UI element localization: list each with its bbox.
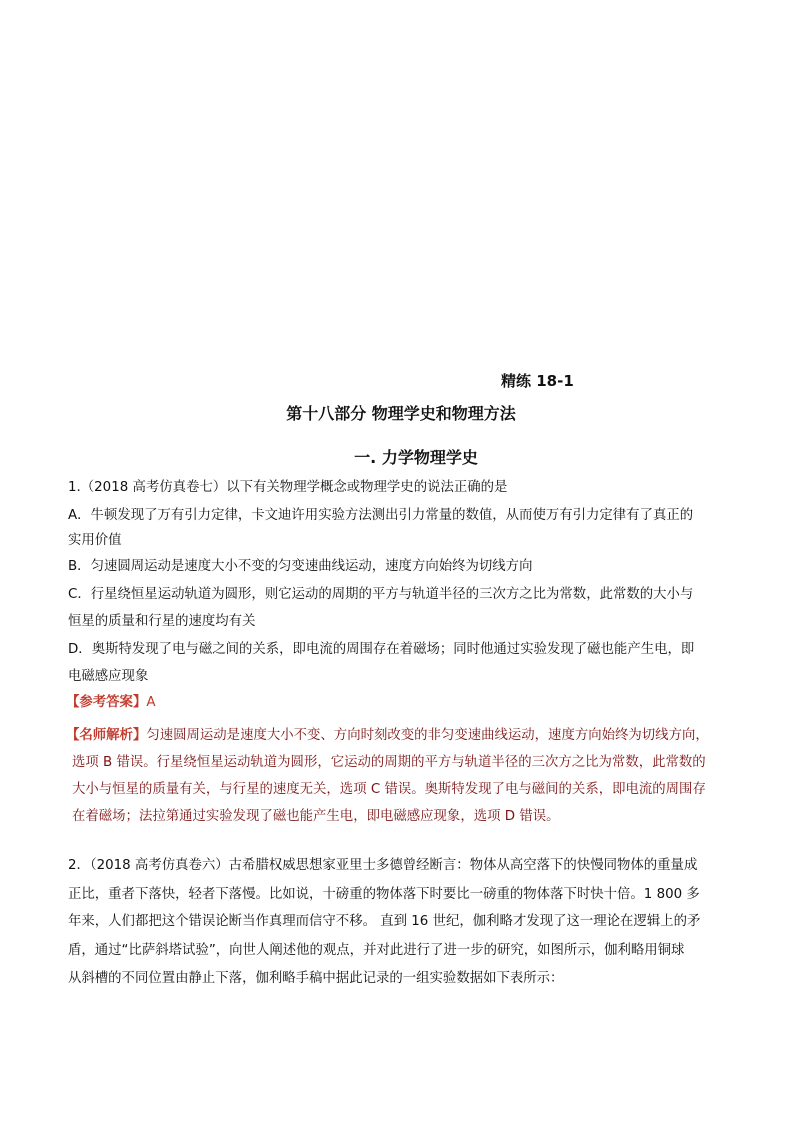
section-title: 一. 力学物理学史 [354, 448, 478, 467]
reference-answer [66, 694, 156, 712]
analysis-tag: 【名师解析】 [66, 728, 147, 743]
question-2-line-3: 年来，人们都把这个错误论断当作真理而信守不移。 直到 16 世纪，伽利略才发现了这一理论在逻辑上的矛 [68, 914, 701, 929]
analysis-line-1 [66, 727, 709, 745]
question-2-line-2: 正比，重者下落快，轻者下落慢。比如说，十磅重的物体落下时要比一磅重的物体落下时快十倍。1 800 多 [68, 887, 700, 902]
option-a-line-2: 实用价值 [68, 533, 122, 548]
question-1-stem: 1.（2018 高考仿真卷七）以下有关物理学概念或物理学史的说法正确的是 [68, 480, 508, 495]
option-b: B．匀速圆周运动是速度大小不变的匀变速曲线运动，速度方向始终为切线方向 [68, 559, 533, 574]
analysis-line-4: 在着磁场；法拉第通过实验发现了磁也能产生电，即电磁感应现象，选项 D 错误。 [72, 809, 560, 824]
exercise-label: 精练 18-1 [501, 372, 574, 390]
reference-answer-value: A [146, 695, 156, 710]
analysis-line-3: 大小与恒星的质量有关，与行星的速度无关，选项 C 错误。奥斯特发现了电与磁间的关系，即电流的周围存 [72, 782, 706, 797]
option-c-line-1: C．行星绕恒星运动轨道为圆形，则它运动的周期的平方与轨道半径的三次方之比为常数，此常数的大小与 [68, 587, 694, 602]
reference-answer-label: 【参考答案】 [66, 695, 147, 710]
analysis-line-2: 选项 B 错误。行星绕恒星运动轨道为圆形，它运动的周期的平方与轨道半径的三次方之比为常数，此常数的 [72, 755, 706, 770]
question-2-line-4: 盾，通过“比萨斜塔试验”，向世人阐述他的观点，并对此进行了进一步的研究，如图所示，伽利略用铜球 [68, 943, 685, 958]
option-d-line-2: 电磁感应现象 [68, 669, 149, 684]
option-a-line-1: A．牛顿发现了万有引力定律，卡文迪许用实验方法测出引力常量的数值，从而使万有引力定律有了真正的 [68, 508, 694, 523]
analysis-text-1: 匀速圆周运动是速度大小不变、方向时刻改变的非匀变速曲线运动，速度方向始终为切线方向， [146, 728, 709, 743]
option-d-line-1: D．奥斯特发现了电与磁之间的关系，即电流的周围存在着磁场；同时他通过实验发现了磁也能产生电，即 [68, 642, 695, 657]
part-title: 第十八部分 物理学史和物理方法 [286, 404, 516, 423]
option-c-line-2: 恒星的质量和行星的速度均有关 [68, 614, 256, 629]
question-2-line-5: 从斜槽的不同位置由静止下落，伽利略手稿中据此记录的一组实验数据如下表所示： [68, 971, 564, 986]
question-2-line-1: 2．（2018 高考仿真卷六）古希腊权威思想家亚里士多德曾经断言：物体从高空落下的快慢同物体的重量成 [68, 858, 698, 873]
